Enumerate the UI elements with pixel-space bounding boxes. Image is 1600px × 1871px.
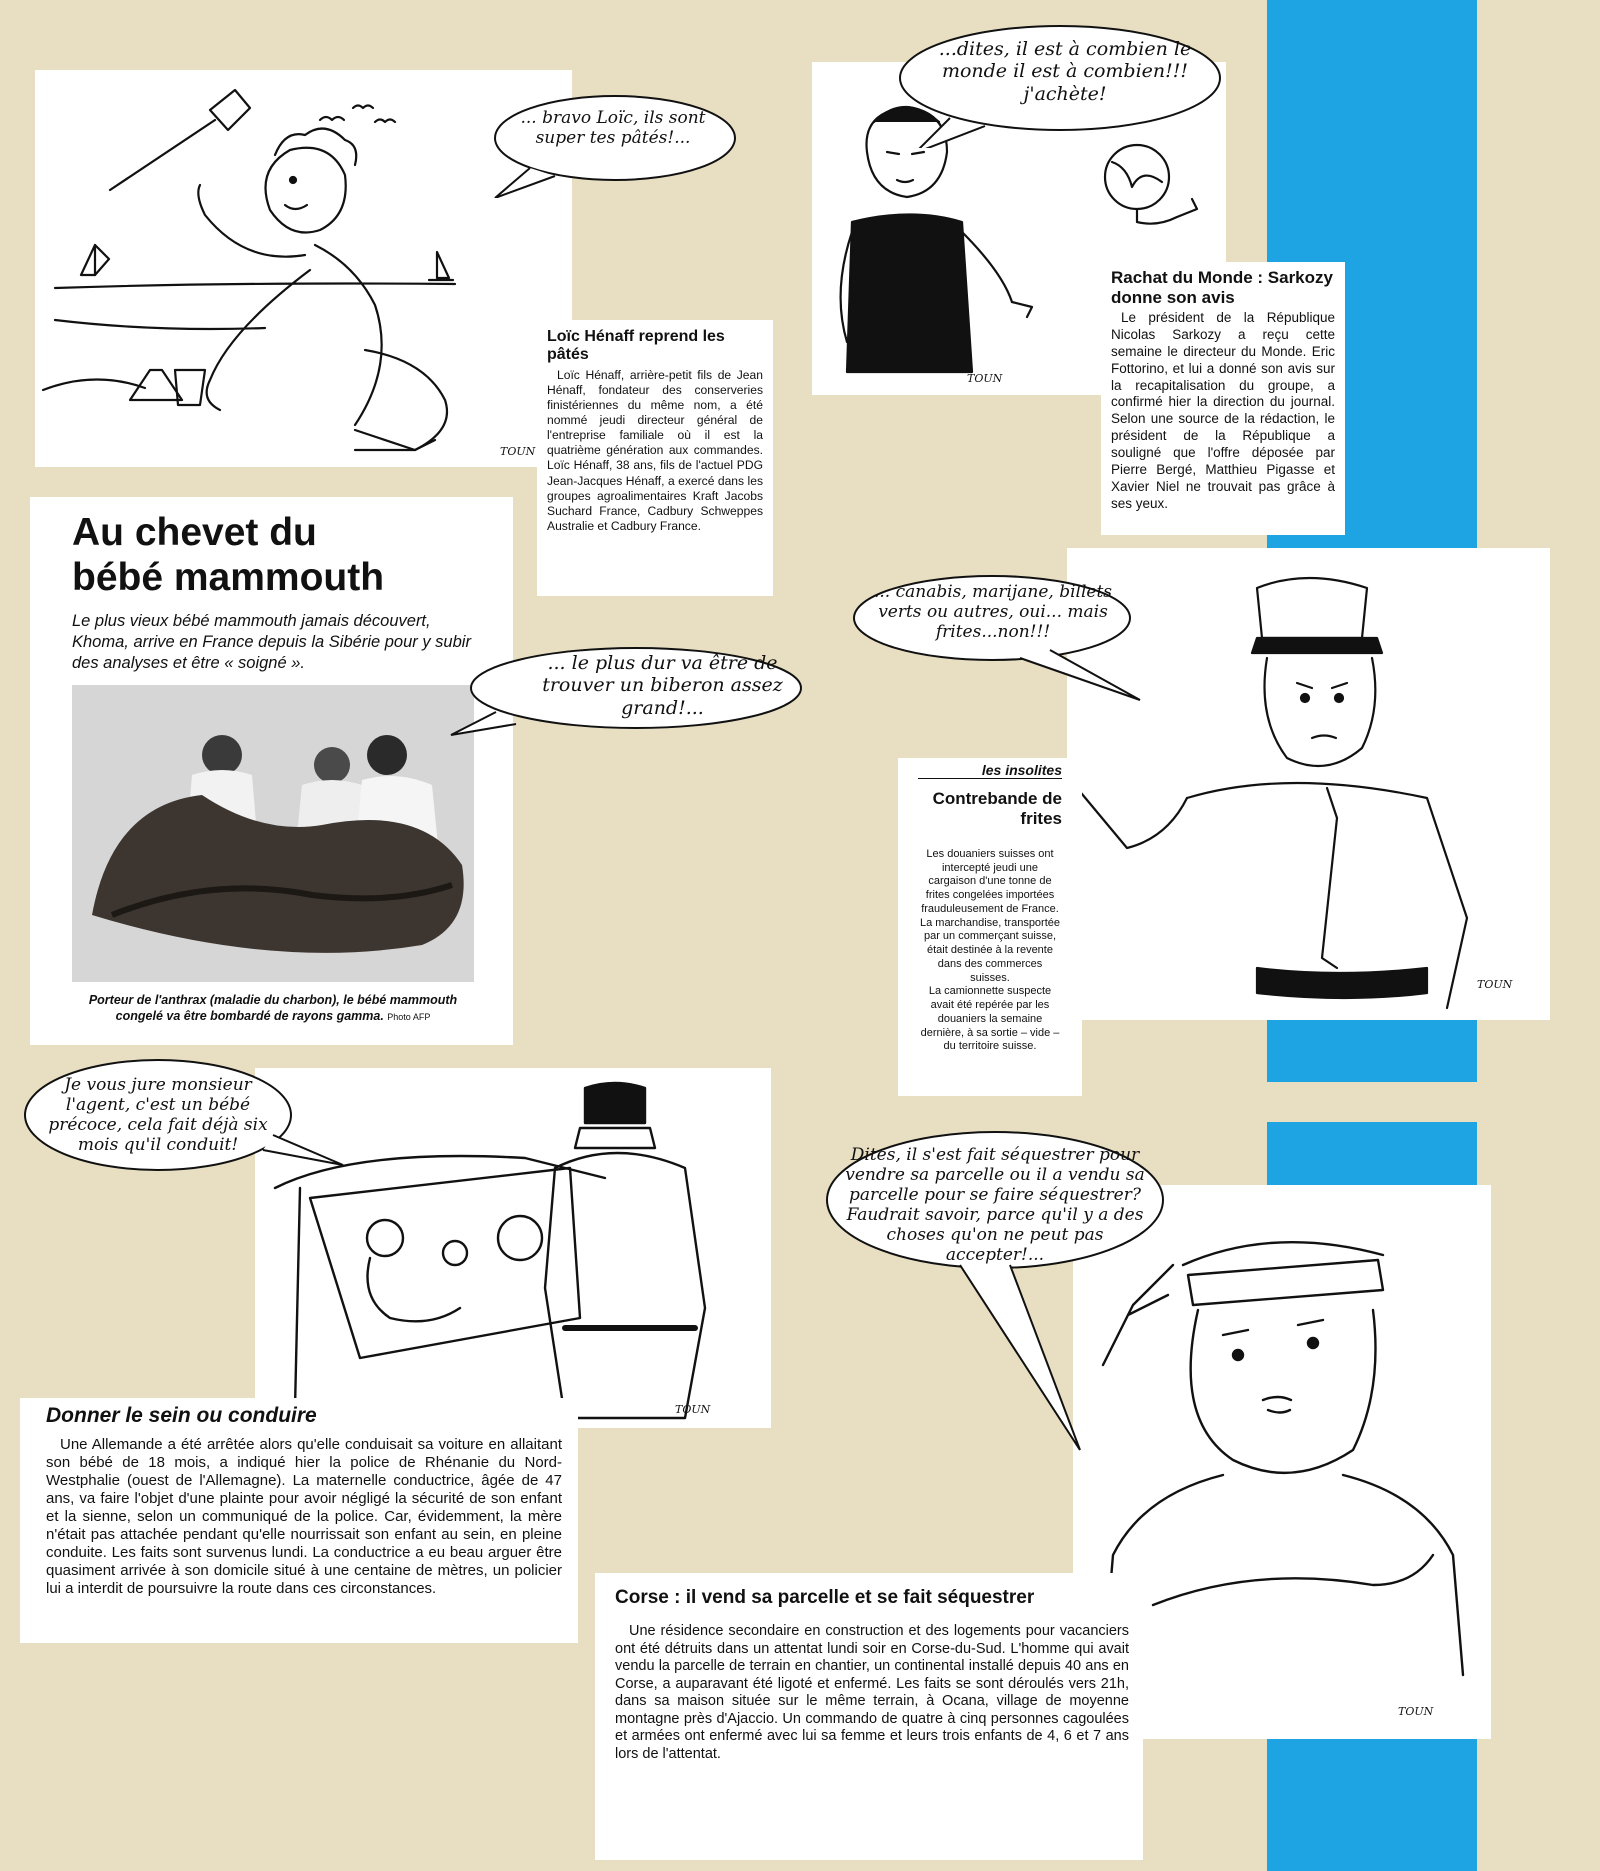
frites-clip-para-3: La camionnette suspecte avait été repérée par les douaniers la semaine dernière, à sa sortie – vide – du territoire suisse.	[920, 985, 1060, 1053]
mammouth-photo-credit: Photo AFP	[387, 1012, 431, 1023]
frites-clip-title: Contrebande de frites	[932, 789, 1062, 829]
mammouth-caption-text: Porteur de l'anthrax (maladie du charbon), le bébé mammouth congelé va être bombardé de rayons gamma.	[88, 993, 458, 1024]
henaff-clip-body: Loïc Hénaff, arrière-petit fils de Jean Hénaff, fondateur des conserveries finistériennes du même nom, a été nommé jeudi directeur général de l'entreprise familiale où il est la quatrième génération aux commandes. Loïc Hénaff, 38 ans, fils de l'actuel PDG Jean-Jacques Hénaff, a exercé dans les groupes agroalimentaires Kraft Jacobs Suchard France, Cadbury Schweppes Australie et Cadbury France.	[547, 367, 763, 533]
henaff-speech-bubble: ... bravo Loïc, ils sont super tes pâtés!...	[520, 108, 706, 149]
henaff-clip-title: Loïc Hénaff reprend les pâtés	[547, 328, 725, 363]
monde-news-clip	[1101, 262, 1345, 535]
frites-clip-para-2: La marchandise, transportée par un commerçant suisse, était destinée à la revente dans des commerces suisses.	[919, 916, 1061, 984]
corse-clip-body: Une résidence secondaire en construction et des logements pour vacanciers ont été détruits dans un attentat lundi soir en Corse-du-Sud. L'homme qui avait vendu la parcelle de terrain en chantier, un continental installé depuis 40 ans en Corse, a auparavant été ligoté et enfermé. Les faits se sont déroulés vers 21h, dans sa maison située sur le même terrain, à Ocana, village de moyenne montagne près d'Ajaccio. Un commando de quatre à cinq personnes cagoulées et armées ont enfermé avec lui sa femme et leurs trois enfants de 4, 6 et 7 ans lors de l'attentat.	[615, 1623, 1129, 1762]
monde-signature: TOUN	[967, 372, 1003, 385]
stripe-gap	[1267, 1082, 1477, 1122]
sein-clip-title: Donner le sein ou conduire	[46, 1404, 317, 1427]
monde-clip-body: Le président de la République Nicolas Sarkozy a reçu cette semaine le directeur du Monde. Eric Fottorino, et lui a donné son avis sur la recapitalisation du groupe, a confirmé hier la direction du journal. Selon une source de la rédaction, le président de la République a souligné que l'offre déposée par Pierre Bergé, Matthieu Pigasse et Xavier Niel ne trouvait pas grâce à ses yeux.	[1111, 310, 1335, 511]
frites-clip-para-1: Les douaniers suisses ont intercepté jeudi une cargaison d'une tonne de frites congelées importées frauduleusement de France.	[921, 847, 1059, 915]
mammouth-photo-image	[72, 685, 474, 982]
mammouth-news-clip	[30, 497, 513, 1045]
frites-speech-bubble: ... canabis, marijane, billets verts ou autres, oui... mais frites...non!!!	[873, 582, 1113, 643]
corse-clip-title: Corse : il vend sa parcelle et se fait séquestrer	[615, 1587, 1035, 1608]
sein-news-clip	[20, 1398, 578, 1643]
mammouth-speech-bubble: ... le plus dur va être de trouver un biberon assez grand!...	[542, 652, 783, 719]
henaff-news-clip	[537, 320, 773, 596]
mammouth-standfirst: Le plus vieux bébé mammouth jamais découvert, Khoma, arrive en France depuis la Sibérie pour y subir des analyses et être « soigné ».	[72, 611, 471, 672]
mammouth-caption	[72, 992, 474, 1025]
monde-speech-bubble: ...dites, il est à combien le monde il est à combien!!! j'achète!	[938, 38, 1192, 105]
frites-news-clip	[898, 758, 1082, 1096]
mammouth-headline: Au chevet du bébé mammouth	[72, 511, 385, 599]
corse-speech-bubble: Dites, il s'est fait séquestrer pour vendre sa parcelle ou il a vendu sa parcelle pour se faire séquestrer? Faudrait savoir, parce qu'il y a des choses qu'on ne peut pas accepter!...	[845, 1145, 1145, 1266]
frites-signature: TOUN	[1477, 978, 1513, 991]
corse-news-clip	[595, 1573, 1143, 1860]
mammouth-photo	[72, 685, 474, 982]
monde-clip-title: Rachat du Monde : Sarkozy donne son avis	[1111, 268, 1333, 307]
corse-signature: TOUN	[1398, 1705, 1434, 1718]
sein-speech-bubble: Je vous jure monsieur l'agent, c'est un bébé précoce, cela fait déjà six mois qu'il conduit!	[48, 1075, 268, 1156]
henaff-signature: TOUN	[500, 445, 536, 458]
frites-clip-rubric: les insolites	[918, 762, 1062, 779]
sein-signature: TOUN	[675, 1403, 711, 1416]
sein-clip-body: Une Allemande a été arrêtée alors qu'elle conduisait sa voiture en allaitant son bébé de 18 mois, a indiqué hier la police de Rhénanie du Nord-Westphalie (ouest de l'Allemagne). La maternelle conductrice, âgée de 47 ans, va faire l'objet d'une plainte pour avoir négligé la sécurité de son enfant et la sienne, selon un communiqué de la police. Car, évidemment, la mère n'était pas attachée pendant qu'elle nourrissait son enfant au sein, en pleine conduite. Les faits sont survenus lundi. La conductrice a eu beau arguer être quasiment arrivée à son domicile situé à une centaine de mètres, un policier lui a interdit de poursuivre la route dans ces circonstances.	[46, 1436, 562, 1597]
